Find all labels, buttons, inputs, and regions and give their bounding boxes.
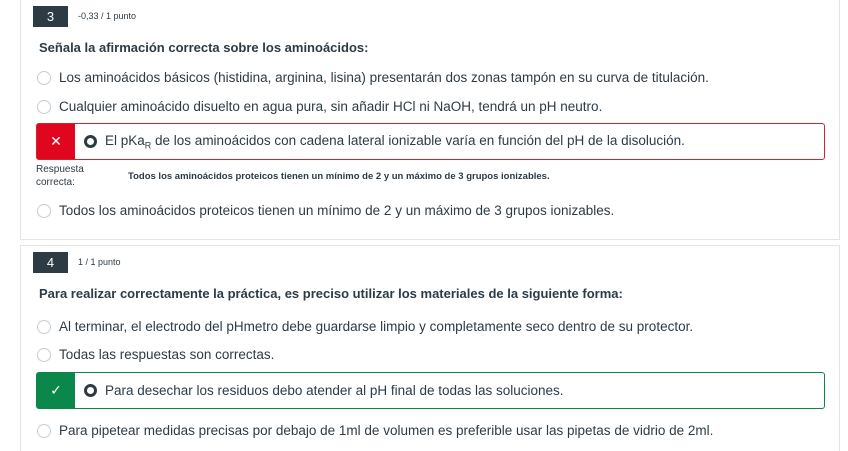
correct-answer-label: Respuesta correcta: [36, 164, 84, 188]
checkmark-icon: ✓ [37, 373, 75, 408]
answer-option-text: Los aminoácidos básicos (histidina, arginina, lisina) presentarán dos zonas tampón en su curva de titulación. [59, 70, 709, 85]
radio-button[interactable] [37, 424, 51, 438]
answer-option[interactable] [37, 319, 693, 334]
answer-option[interactable] [37, 99, 602, 114]
correct-answer-text: Todos los aminoácidos proteicos tienen un mínimo de 2 y un máximo de 3 grupos ionizables. [128, 171, 550, 182]
question-3 [20, 0, 840, 240]
selected-answer-text: El pKa$_R$ de los aminoácidos con cadena lateral ionizable varía en función del pH de la disolución. [105, 132, 685, 151]
selected-answer-correct[interactable] [36, 372, 825, 409]
question-number: 3 [33, 6, 68, 27]
radio-button[interactable] [37, 71, 51, 85]
question-points: -0,33 / 1 punto [78, 11, 137, 21]
radio-button[interactable] [37, 100, 51, 114]
radio-button[interactable] [37, 348, 51, 362]
selected-answer-incorrect[interactable] [36, 123, 825, 160]
question-prompt: Para realizar correctamente la práctica, es preciso utilizar los materiales de la siguiente forma: [39, 286, 623, 301]
radio-button-selected[interactable] [84, 384, 97, 397]
question-4 [20, 245, 840, 451]
answer-option-text: Todos los aminoácidos proteicos tienen un mínimo de 2 y un máximo de 3 grupos ionizables. [59, 203, 615, 218]
radio-button-selected[interactable] [84, 135, 97, 148]
selected-answer-text: Para desechar los residuos debo atender al pH final de todas las soluciones. [105, 383, 564, 398]
radio-button[interactable] [37, 320, 51, 334]
question-number: 4 [33, 252, 68, 273]
radio-button[interactable] [37, 204, 51, 218]
question-points: 1 / 1 punto [78, 257, 121, 267]
answer-option-text: Para pipetear medidas precisas por debajo de 1ml de volumen es preferible usar las pipetas de vidrio de 2ml. [59, 423, 714, 438]
incorrect-icon: ✕ [37, 124, 75, 159]
answer-option[interactable] [37, 347, 274, 362]
question-prompt: Señala la afirmación correcta sobre los aminoácidos: [39, 40, 369, 55]
answer-option-text: Al terminar, el electrodo del pHmetro debe guardarse limpio y completamente seco dentro de su protector. [59, 319, 694, 334]
answer-option[interactable] [37, 70, 709, 85]
answer-option-text: Todas las respuestas son correctas. [59, 347, 275, 362]
answer-option[interactable] [37, 203, 614, 218]
answer-option[interactable] [37, 423, 713, 438]
answer-option-text: Cualquier aminoácido disuelto en agua pura, sin añadir HCl ni NaOH, tendrá un pH neutro. [59, 99, 603, 114]
